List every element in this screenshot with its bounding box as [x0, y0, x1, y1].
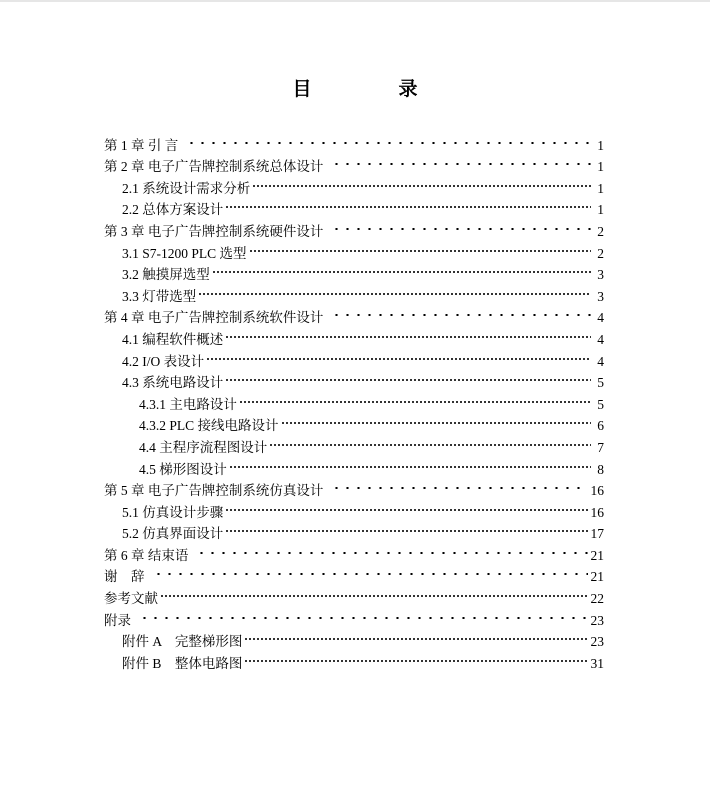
- toc-dot-leader: [180, 128, 591, 150]
- toc-page-number: 5: [597, 375, 604, 391]
- toc-page-number: 3: [597, 267, 604, 283]
- toc-entry[interactable]: [104, 128, 604, 153]
- toc-dot-leader: [206, 344, 591, 366]
- toc-dot-leader: [212, 258, 591, 280]
- toc-entry-label: 第 5 章 电子广告牌控制系统仿真设计: [104, 483, 324, 499]
- toc-entry-label: 第 4 章 电子广告牌控制系统软件设计: [104, 310, 324, 326]
- toc-entry-label: 第 2 章 电子广告牌控制系统总体设计: [104, 159, 324, 175]
- toc-dot-leader: [225, 366, 591, 388]
- toc-entry-label: 4.3.2 PLC 接线电路设计: [139, 418, 279, 434]
- toc-dot-leader: [252, 171, 591, 193]
- toc-entry-label: 第 6 章 结束语: [104, 547, 189, 563]
- toc-page-number: 4: [597, 310, 604, 326]
- toc-dot-leader: [160, 581, 588, 603]
- table-of-contents: [104, 128, 604, 671]
- toc-page-number: 1: [597, 137, 604, 153]
- toc-page-number: 23: [590, 612, 604, 628]
- toc-page-number: 1: [597, 202, 604, 218]
- toc-page-number: 17: [590, 526, 604, 542]
- toc-dot-leader: [147, 560, 588, 582]
- toc-page-number: 1: [597, 180, 604, 196]
- toc-dot-leader: [229, 452, 591, 474]
- toc-entry-label: 3.2 触摸屏选型: [122, 267, 210, 283]
- page-top-border: [0, 0, 710, 2]
- toc-entry[interactable]: [104, 603, 604, 628]
- toc-dot-leader: [325, 301, 591, 323]
- toc-entry-label: 3.3 灯带选型: [122, 288, 197, 304]
- toc-dot-leader: [225, 517, 587, 539]
- toc-entry-label: 4.2 I/O 表设计: [122, 353, 205, 369]
- toc-page-number: 23: [590, 634, 604, 650]
- toc-page-number: 21: [590, 569, 604, 585]
- toc-page-number: 3: [597, 288, 604, 304]
- toc-dot-leader: [325, 214, 591, 236]
- toc-page-number: 4: [597, 331, 604, 347]
- toc-page-number: 31: [590, 655, 604, 671]
- toc-entry-label: 4.3 系统电路设计: [122, 375, 224, 391]
- toc-page-number: 22: [590, 591, 604, 607]
- toc-dot-leader: [225, 193, 591, 215]
- toc-page-number: 2: [597, 245, 604, 261]
- toc-entry-label: 谢 辞: [104, 569, 145, 585]
- toc-dot-leader: [281, 409, 591, 431]
- toc-page-number: 1: [597, 159, 604, 175]
- toc-page-number: 16: [590, 483, 604, 499]
- page-title: 目 录: [292, 79, 452, 100]
- toc-page-number: 4: [597, 353, 604, 369]
- toc-entry-label: 附件 B 整体电路图: [122, 655, 243, 671]
- toc-page-number: 8: [597, 461, 604, 477]
- toc-dot-leader: [325, 150, 591, 172]
- toc-dot-leader: [249, 236, 591, 258]
- toc-page-number: 5: [597, 396, 604, 412]
- toc-entry-label: 附录: [104, 612, 131, 628]
- toc-page-number: 16: [590, 504, 604, 520]
- toc-entry-label: 4.5 梯形图设计: [139, 461, 227, 477]
- toc-entry-label: 4.1 编程软件概述: [122, 331, 224, 347]
- toc-page-number: 21: [590, 547, 604, 563]
- toc-entry-label: 参考文献: [104, 591, 158, 607]
- toc-entry-label: 附件 A 完整梯形图: [122, 634, 243, 650]
- toc-entry-label: 2.2 总体方案设计: [122, 202, 224, 218]
- toc-dot-leader: [225, 495, 587, 517]
- toc-dot-leader: [225, 322, 591, 344]
- toc-dot-leader: [244, 625, 587, 647]
- toc-dot-leader: [325, 474, 587, 496]
- toc-page-number: 7: [597, 439, 604, 455]
- toc-dot-leader: [190, 538, 587, 560]
- toc-entry-label: 5.2 仿真界面设计: [122, 526, 224, 542]
- toc-entry-label: 第 1 章 引 言: [104, 137, 179, 153]
- toc-dot-leader: [244, 646, 587, 668]
- toc-entry-label: 4.3.1 主电路设计: [139, 396, 237, 412]
- toc-entry-label: 3.1 S7-1200 PLC 选型: [122, 245, 247, 261]
- toc-dot-leader: [239, 387, 591, 409]
- toc-entry[interactable]: [104, 560, 604, 585]
- toc-entry[interactable]: [104, 625, 604, 650]
- toc-dot-leader: [269, 430, 591, 452]
- toc-entry-label: 5.1 仿真设计步骤: [122, 504, 224, 520]
- toc-entry[interactable]: [104, 581, 604, 607]
- toc-dot-leader: [133, 603, 588, 625]
- toc-entry-label: 4.4 主程序流程图设计: [139, 439, 268, 455]
- toc-dot-leader: [198, 279, 591, 301]
- toc-page-number: 6: [597, 418, 604, 434]
- toc-page-number: 2: [597, 223, 604, 239]
- toc-entry-label: 2.1 系统设计需求分析: [122, 180, 251, 196]
- toc-entry-label: 第 3 章 电子广告牌控制系统硬件设计: [104, 223, 324, 239]
